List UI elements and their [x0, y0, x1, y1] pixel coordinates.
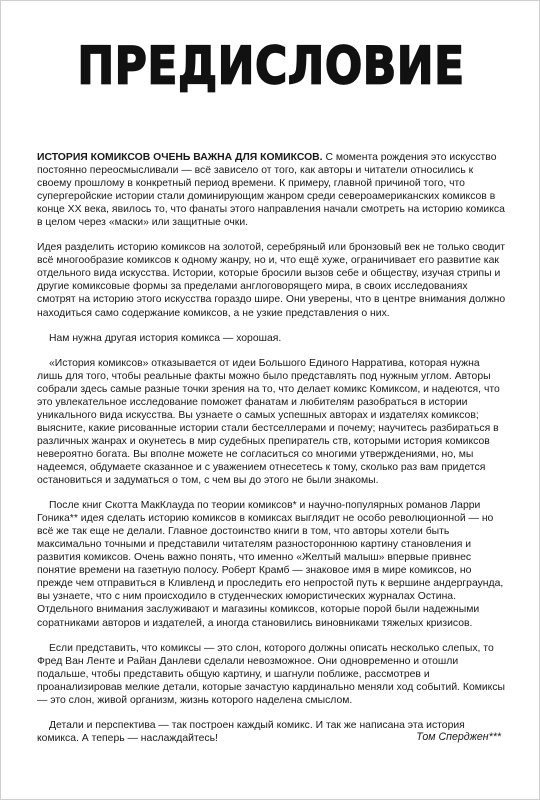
page-title: ПРЕДИСЛОВИЕ [77, 36, 465, 97]
paragraph-3: Нам нужна другая история комикса — хорошая. [49, 332, 282, 344]
paragraph-5: После книг Скотта МакКлауда по теории комиксов* и научно-популярных романов Ларри Гоника** идея сделать историю комиксов в комиксах выглядит не особо революционной — но всё же так еще не делали. Главное достоинство книги в том, что авторы хотели быть максимально точными и представили читателям разностороннюю картину становления и развития комиксов. Очень важно понять, что именно «Желтый малыш» впервые привнес понятие времени на газетную полосу. Роберт Крамб — знаковое имя в мире комиксов, но прежде чем отправиться в Кливленд и проследить его непростой путь к вершине андерграунда, вы узнаете, что с ним происходило в студенческих юмористических журналах Остина. Отдельного внимания заслуживают и магазины комиксов, которые порой были надежными соратниками авторов и издателей, а иногда становились виновниками тяжелых кризисов. [37, 500, 504, 629]
paragraph-lead: ИСТОРИЯ КОМИКСОВ ОЧЕНЬ ВАЖНА ДЛЯ КОМИКСОВ. [37, 152, 323, 163]
paragraph-1 [37, 151, 507, 229]
paragraph-text: С момента рождения это искусство постоянно переосмысливали — всё зависело от того, как авторы и читатели относились к своему прошлому в конкретный период времени. К примеру, главной причиной того, что супергеройские истории стали доминирующим жанром среди североамериканских комиксов в конце XX века, явилось то, что фанаты этого направления начали смотреть на историю комикса в целом через «маски» или защитные очки. [37, 152, 505, 229]
paragraph-4: «История комиксов» отказывается от идеи Большого Единого Нарратива, которая нужна лишь для того, чтобы реальные факты можно было представлять под нужным углом. Авторы собрали здесь самые разные точки зрения на то, что делает комикс Комиксом, и надеются, что это увлекательное исследование поможет фанатам и любителям разобраться в истории уникального вида искусства. Вы узнаете о самых успешных авторах и издателях комиксов; выясните, какие рисованные истории стали бестселлерами и почему; научитесь разбираться в различных жанрах и окунетесь в мир судебных препиратель ств, которыми история комиксов невероятно богата. Вы вполне можете не согласиться со многими утверждениями, но, мы надеемся, обдумаете сказанное и с уважением отнесетесь к тому, сколько раз вам придется остановиться и задуматься о том, с чем вы до этого не были знакомы. [37, 357, 500, 487]
preface-body [37, 151, 507, 757]
paragraph-6: Если представить, что комиксы — это слон, которого должны описать несколько слепых, то Фред Ван Ленте и Райан Данлеви сделали невозможное. Они одновременно и отошли подальше, чтобы представить общую картину, и шагнули поближе, рассмотрев и проанализировав мелкие детали, которые зачастую кардинально меняли ход событий. Комиксы — это слон, живой организм, жизнь которого наделена смыслом. [37, 642, 506, 706]
paragraph-7: Детали и перспектива — так построен каждый комикс. И так же написана эта история комикса. А теперь — наслаждайтесь! [37, 719, 465, 744]
paragraph-2: Идея разделить историю комиксов на золотой, серебряный или бронзовый век не только сводит всё многообразие комиксов к одному жанру, но и, что ещё хуже, ограничивает его развитие как отдельного вида искусства. Истории, которые бросили вызов себе и обществу, изучая стрипы и другие комиксовые формы за пределами англоговорящего мира, в своих исследованиях смотрят на историю этого искусства гораздо шире. Они уверены, что в центре внимания должно находиться само содержание комиксов, а не узкие представления о них. [37, 242, 506, 319]
author-signature: Том Сперджен*** [416, 731, 501, 743]
